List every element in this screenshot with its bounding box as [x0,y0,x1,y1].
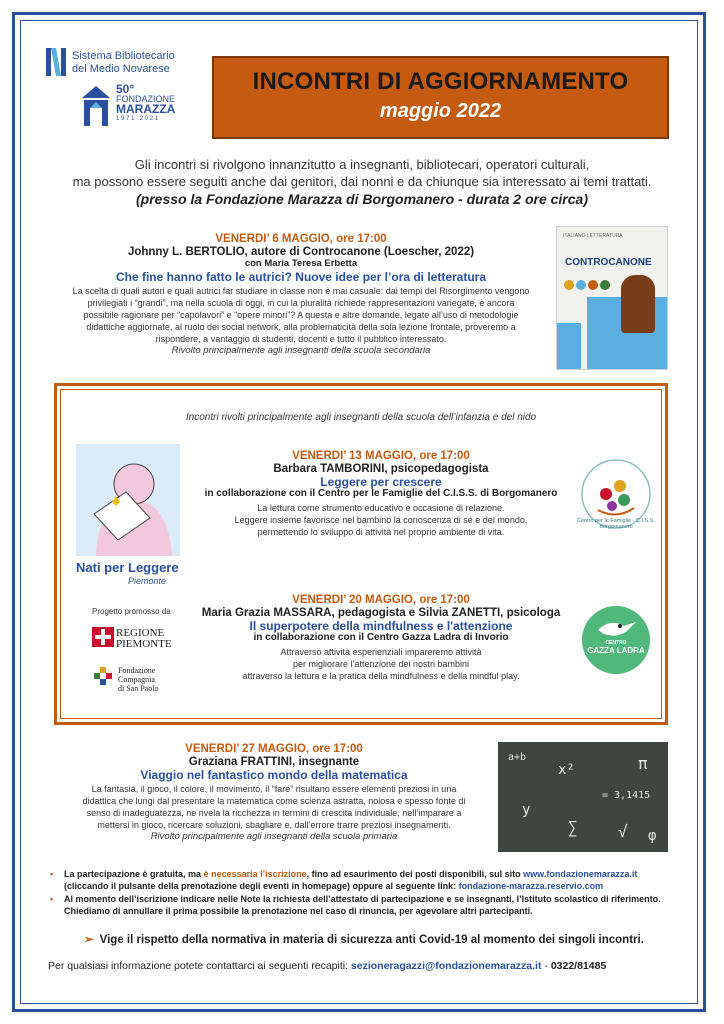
event-3-collab: in collaborazione con il Centro Gazza Ladra di Invorio [253,632,509,643]
page-subtitle: maggio 2022 [379,100,502,122]
regione-line2: PIEMONTE [116,638,172,650]
intro-line2: ma possono essere seguiti anche dai genitori, dai nonni e da chiunque sia interessato ai temi trattati. [72,174,652,189]
contact-phone: 0322/81485 [550,960,607,972]
event-2-collab: in collaborazione con il Centro per le Famiglie del C.I.S.S. di Borgomanero [204,488,558,499]
note1-text-a: La partecipazione è gratuita, ma [64,869,202,879]
nati-per-leggere-region: Piemonte [128,576,167,586]
event-4-speaker: Graziana FRATTINI, insegnante [188,756,360,768]
page-title: INCONTRI DI AGGIORNAMENTO [252,68,629,95]
event-2-date: VENERDI’ 13 MAGGIO, ore 17:00 [292,450,470,462]
fondazione-line2: MARAZZA [116,102,176,116]
sistema-line1: Sistema Bibliotecario [72,50,175,62]
arrow-right-icon: ➢ [84,934,94,946]
regione-piemonte-icon [92,627,114,647]
note1-text-e: (cliccando il pulsante della prenotazione degli eventi in homepage) oppure al seguente link: [64,881,457,891]
event-1-date: VENERDI’ 6 MAGGIO, ore 17:00 [215,233,387,245]
board-symbol: a+b [508,752,527,763]
bullet-icon: • [50,869,54,879]
sistema-line2: del Medio Novarese [72,63,170,75]
book-t-shape-left [557,323,581,370]
event-2-topic: Leggere per crescere [320,475,442,489]
event-4-description [54,783,494,831]
board-symbol: x² [558,762,575,778]
child-reading-illustration-icon [76,444,180,556]
box-heading: Incontri rivolti principalmente agli insegnanti della scuola dell’infanzia e del nido [185,412,537,423]
event-1-with: con Maria Teresa Erbetta [244,258,358,269]
fondazione-logo-text [116,84,175,124]
event-3-desc-line: attraverso la lettura e la pratica della mindfulness e della mindful play. [242,671,520,681]
event-3-speaker: Maria Grazia MASSARA, pedagogista e Silvia ZANETTI, psicologa [201,607,561,619]
contact-email-link[interactable]: sezioneragazzi@fondazionemarazza.it [350,960,542,972]
event-4-desc-line: mettersi in gioco, ricercare soluzioni, sbagliare e, dall’errore trarre preziosi insegnamenti. [97,820,451,830]
event-4-date: VENERDI’ 27 MAGGIO, ore 17:00 [185,743,363,755]
event-1 [54,233,548,357]
intro-line1: Gli incontri si rivolgono innanzitutto a insegnanti, bibliotecari, operatori culturali, [134,157,590,172]
reservio-link[interactable]: fondazione-marazza.reservio.com [458,881,604,891]
event-3-desc-line: Attraverso attività esperienziali impareremo attività [280,647,482,657]
compagnia-san-paolo-text [118,666,158,693]
sistema-logo-icon [46,48,66,76]
covid-text: Vige il rispetto della normativa in materia di sicurezza anti Covid-19 al momento dei singoli incontri. [99,934,644,946]
event-1-speaker: Johnny L. BERTOLIO, autore di Controcanone (Loescher, 2022) [127,246,475,258]
note-registration [48,868,678,892]
event-1-desc-line: didattiche aggiornate, al ruolo dei social network, alla problematicità della sola lezione frontale, proveremo a [86,322,516,332]
title-box [212,56,669,139]
event-2-desc-line: La lettura come strumento educativo e occasione di relazione. [257,503,505,513]
note-certificate [48,893,678,917]
board-symbol: y [522,802,531,818]
contact-text: Per qualsiasi informazione potete contattarci ai seguenti recapiti: [48,960,348,972]
event-4-desc-line: senso di inadeguatezza, ne rivela la ricchezza in termini di crescita individuale, nell’imparare a [86,808,462,818]
event-2 [186,450,576,538]
intro-location: (presso la Fondazione Marazza di Borgomanero - durata 2 ore circa) [136,191,588,207]
sistema-logo-text [72,50,175,76]
gazza-line1: CENTRO [605,640,627,646]
fondazione-50: 50° [116,82,135,96]
event-4-target: Rivolto principalmente agli insegnanti della scuola primaria [150,831,398,842]
covid-notice [84,932,684,946]
event-2-speaker: Barbara TAMBORINI, psicopedagogista [273,463,489,475]
fondazione-logo-icon [80,84,112,128]
controcanone-book-cover [556,226,668,370]
centro-famiglie-text: Centro per le Famiglie · C.I.S.S. Borgomanero [577,518,655,530]
event-1-desc-line: rispondere, a vantaggio di studenti, docenti e tutto il pubblico interessato. [155,334,447,344]
nati-per-leggere-image [76,444,180,556]
note1-registration-required: è necessaria l’iscrizione [203,869,307,879]
event-1-target: Rivolto principalmente agli insegnanti della scuola secondaria [171,345,431,356]
fc-line2: Compagnia [118,675,155,684]
event-3-description [186,646,576,682]
event-4-desc-line: La fantasia, il gioco, il colore, il movimento, il “fare” risultano essere elementi preziosi in una [91,784,457,794]
event-3-topic: Il superpotere della mindfulness e l'attenzione [249,619,513,633]
math-chalkboard-image [498,742,668,852]
event-1-desc-line: possibile ragionare per “capolavori” e “opere minori”? A questa e altre domande, legate all’uso di metodologie [83,310,519,320]
nati-per-leggere-logo-text: Nati per Leggere [76,560,179,575]
fondazione-years: 1 9 7 1 · 2 0 2 1 [116,116,159,122]
contact-separator: - [544,960,548,972]
gazza-ladra-text [580,640,652,655]
event-1-desc-line: privilegiati i “grandi”, ma nella scuola di oggi, in cui la pluralità richiede rappresentazioni variegate, è ancora [87,298,515,308]
book-title: CONTROCANONE [565,257,652,268]
centro-famiglie-logo [577,458,655,530]
regione-line1: REGIONE [116,627,165,639]
event-3-date: VENERDI’ 20 MAGGIO, ore 17:00 [292,594,470,606]
bullet-icon: • [50,894,54,904]
regione-piemonte-text [116,628,172,650]
event-4-desc-line: didattica che lungi dal presentare la matematica come scienza astratta, noiosa e spesso fonte di [82,796,466,806]
event-4 [54,743,494,843]
event-4-topic: Viaggio nel fantastico mondo della matematica [140,768,408,782]
sistema-bibliotecario-logo [46,48,206,80]
event-2-desc-line: Leggere insieme favorisce nel bambino la conoscenza di sé e del mondo, [234,515,528,525]
fondazione-marazza-logo [80,84,210,138]
event-2-desc-line: permettendo lo sviluppo di attività nel proprio ambiente di vita. [257,527,505,537]
board-symbol: φ [648,828,657,844]
board-symbol: ∑ [568,818,578,837]
board-symbol: π [638,754,648,773]
event-3-desc-line: per migliorare l’attenzione dei nostri bambini [292,659,470,669]
event-1-description [54,285,548,345]
board-symbol: = 3,1415 [602,790,651,801]
book-figure-illustration [621,275,655,333]
intro-text [40,156,684,208]
fc-line3: di San Paolo [118,684,159,693]
compagnia-san-paolo-icon [94,667,112,685]
fondazione-line1: FONDAZIONE [116,94,176,104]
event-1-topic: Che fine hanno fatto le autrici? Nuove idee per l’ora di letteratura [115,270,487,284]
book-series: ITALIANO LETTERATURA [563,233,623,239]
gazza-line2: GAZZA LADRA [587,646,645,655]
event-2-description [186,502,576,538]
note1-text-c: , fino ad esaurimento dei posti disponibili, sul sito [306,869,521,879]
website-link[interactable]: www.fondazionemarazza.it [523,869,638,879]
event-1-desc-line: La scelta di quali autori e quali autrici far studiare in classe non è mai casuale: dai tempi del Risorgimento vengono [72,286,530,296]
gazza-ladra-logo [580,604,652,676]
notes-section [48,868,678,918]
book-dots-icon [563,279,613,291]
promoters-label: Progetto promosso da [92,607,171,616]
event-3 [186,594,576,682]
note2-text: Al momento dell’iscrizione indicare nelle Note la richiesta dell’attestato di partecipazione e se insegnanti, l’Istituto scolastico di riferimento. Chiediamo di annullare il prima possibile la prenotazione nel caso di rinuncia, per agevolare altri partecipanti. [64,894,661,916]
board-symbol: √ [618,822,628,841]
fc-line1: Fondazione [118,666,156,675]
contact-line [48,960,678,972]
